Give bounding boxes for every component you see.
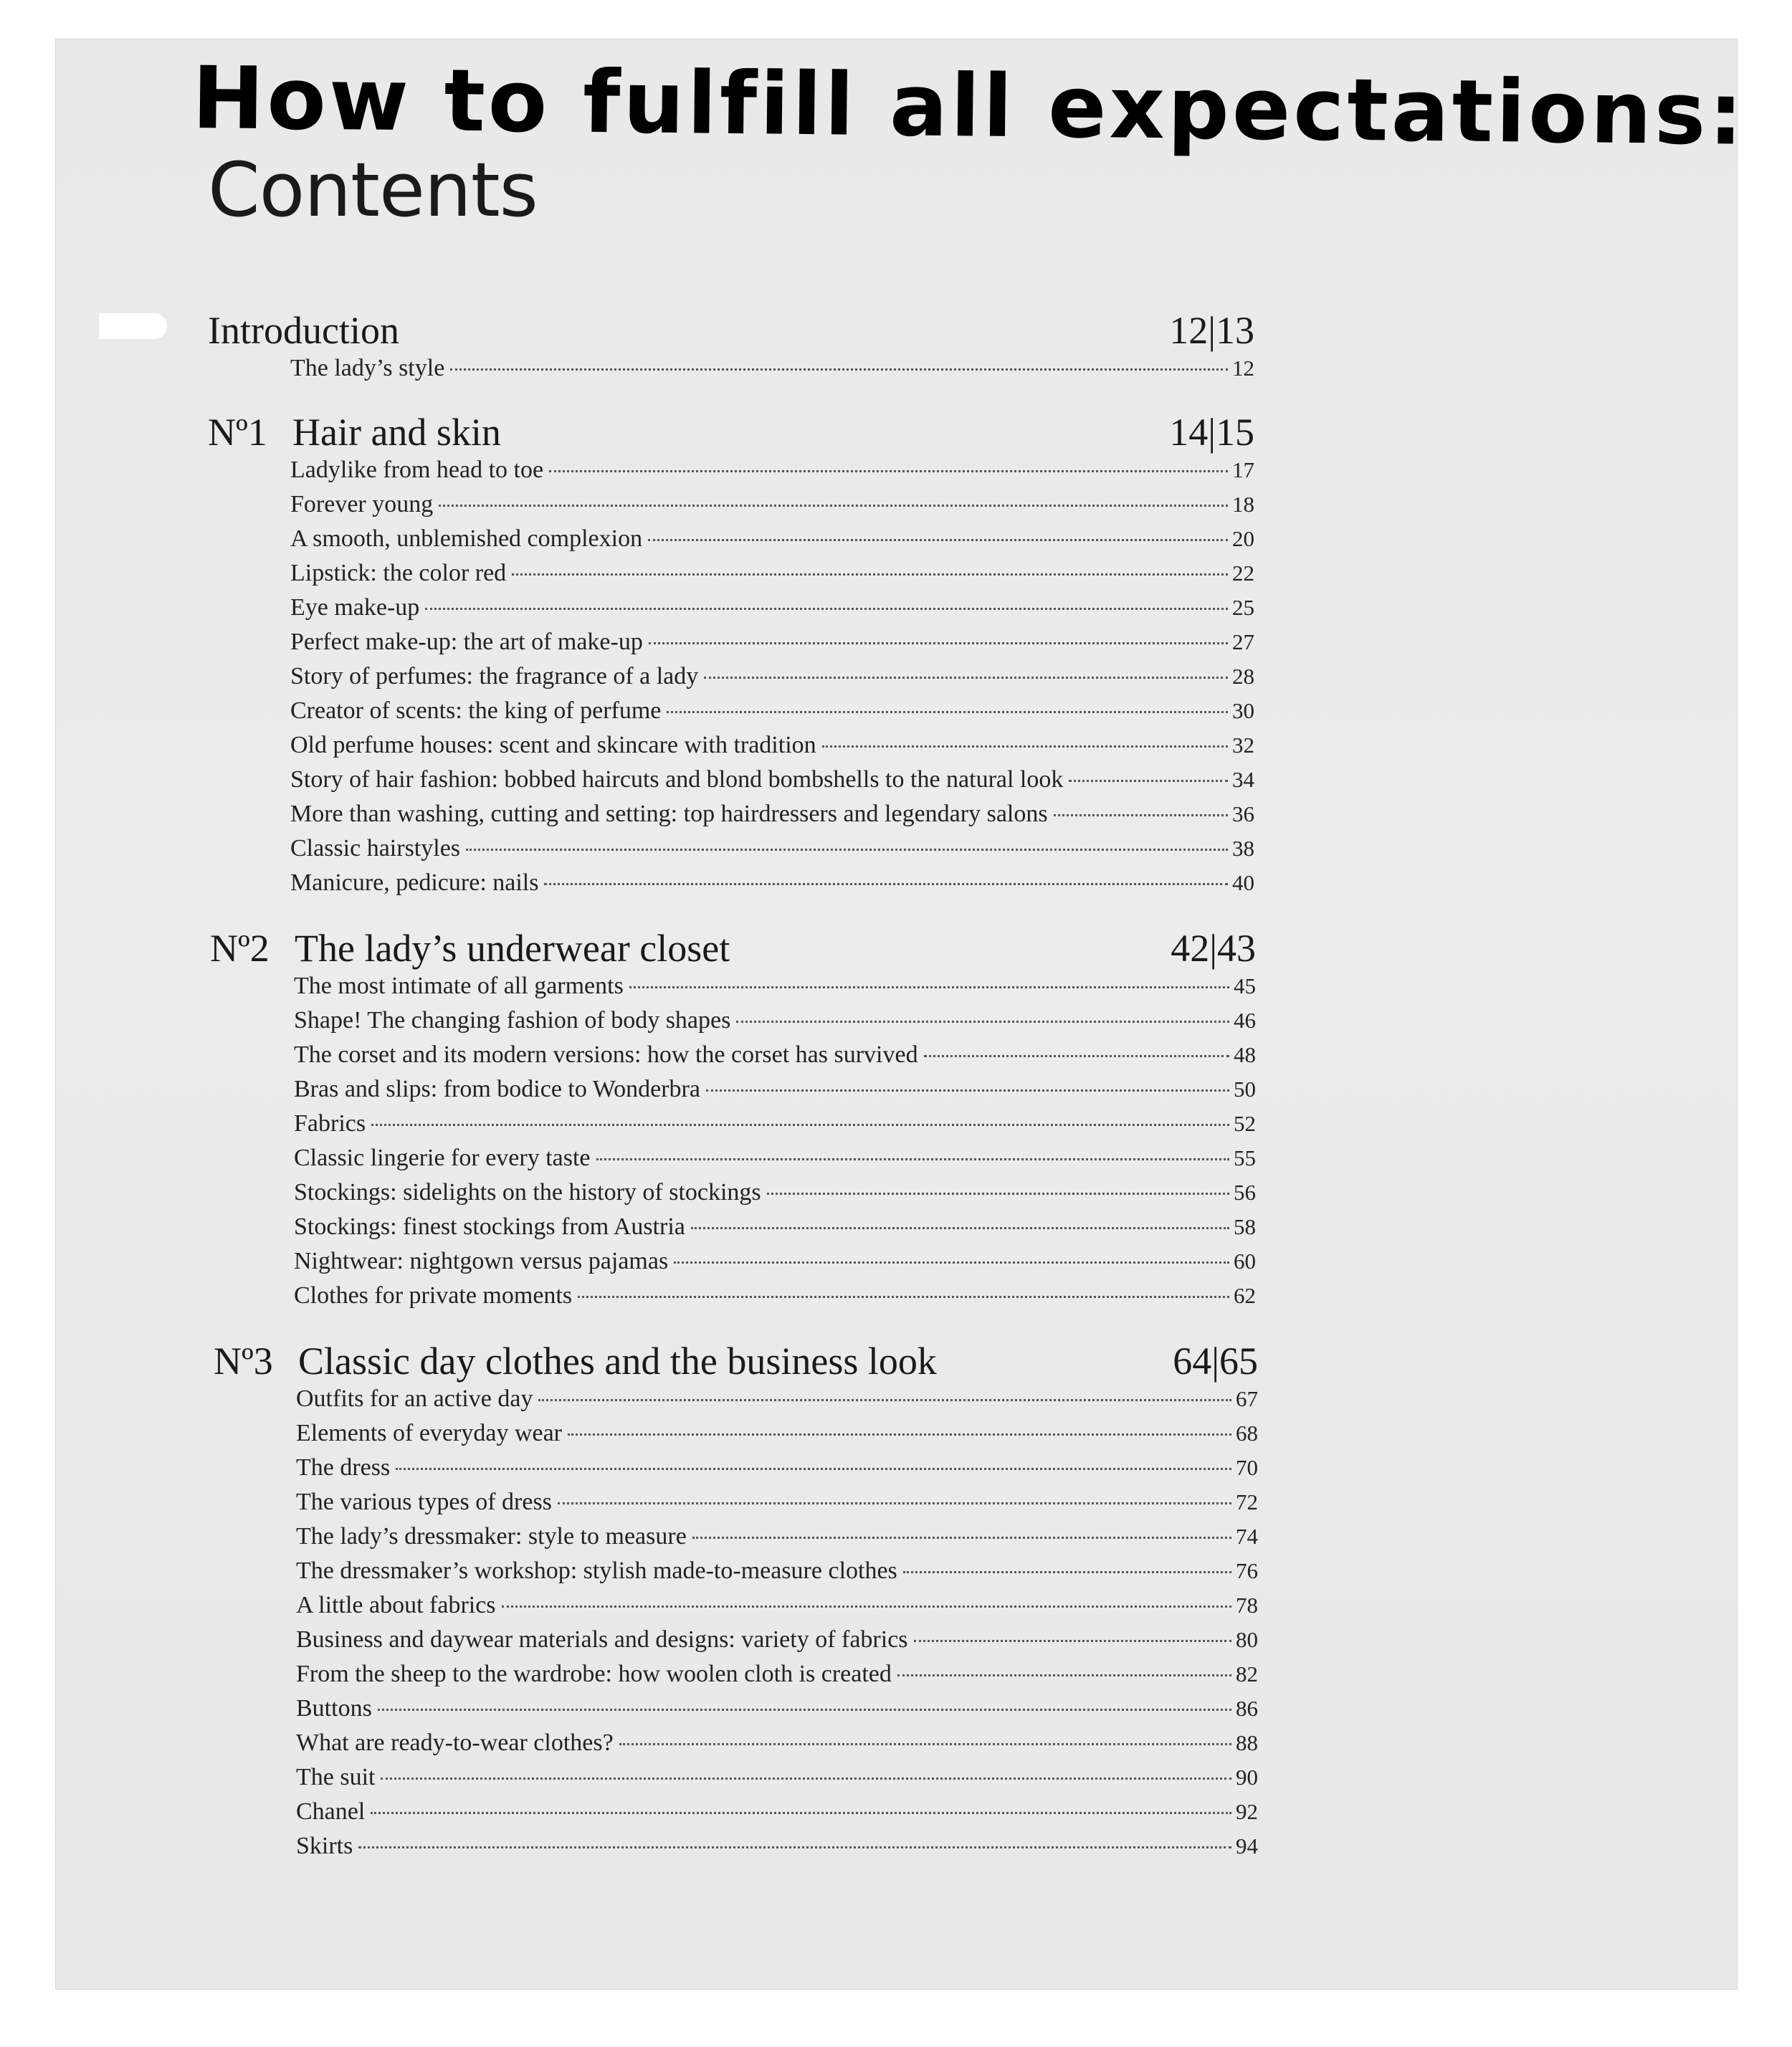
- dot-leader: [538, 1399, 1231, 1401]
- toc-entry: [296, 1729, 1258, 1762]
- entry-page-number: 90: [1236, 1765, 1258, 1790]
- dot-leader: [736, 1021, 1229, 1023]
- entry-label: Buttons: [296, 1695, 372, 1722]
- dot-leader: [396, 1468, 1231, 1470]
- dot-leader: [649, 642, 1228, 644]
- entry-page-number: 86: [1236, 1696, 1258, 1721]
- entry-label: Nightwear: nightgown versus pajamas: [294, 1248, 669, 1274]
- toc-entry: [290, 869, 1254, 902]
- dot-leader: [767, 1193, 1229, 1195]
- toc-entry: [296, 1557, 1258, 1590]
- entry-page-number: 60: [1234, 1249, 1256, 1274]
- entry-label: Old perfume houses: scent and skincare with tradition: [290, 732, 816, 758]
- toc-entry: [294, 1007, 1256, 1040]
- dot-leader: [358, 1846, 1231, 1848]
- entry-page-number: 38: [1232, 836, 1254, 861]
- entry-page-number: 27: [1232, 629, 1254, 654]
- entry-page-number: 17: [1232, 457, 1254, 482]
- entry-label: Stockings: sidelights on the history of stockings: [294, 1179, 761, 1206]
- toc-entry: [294, 1282, 1256, 1315]
- dot-leader: [692, 1537, 1231, 1539]
- entry-page-number: 67: [1236, 1386, 1258, 1411]
- entry-page-number: 40: [1232, 870, 1254, 895]
- section-title: Classic day clothes and the business look: [298, 1340, 937, 1383]
- toc-entry: [296, 1764, 1258, 1797]
- dot-leader: [596, 1158, 1229, 1160]
- entry-page-number: 56: [1234, 1180, 1256, 1205]
- toc-entry: [290, 732, 1254, 765]
- section-number: Nº1: [208, 411, 267, 454]
- entry-label: Story of hair fashion: bobbed haircuts and blond bombshells to the natural look: [290, 766, 1064, 793]
- dot-leader: [674, 1261, 1229, 1264]
- entry-page-number: 70: [1236, 1455, 1258, 1480]
- dot-leader: [544, 883, 1228, 885]
- entry-page-number: 50: [1234, 1077, 1256, 1102]
- toc-entry: [296, 1454, 1258, 1487]
- toc-entry: [290, 457, 1254, 490]
- dot-leader: [578, 1296, 1229, 1298]
- toc-entry: [290, 560, 1254, 593]
- toc-entry: [296, 1626, 1258, 1659]
- dot-leader: [371, 1124, 1229, 1126]
- entry-page-number: 52: [1234, 1111, 1256, 1136]
- section-title: Hair and skin: [292, 411, 501, 454]
- toc-entry: [294, 1179, 1256, 1212]
- entry-label: The suit: [296, 1764, 376, 1790]
- entry-page-number: 18: [1232, 492, 1254, 517]
- entry-label: Ladylike from head to toe: [290, 457, 544, 483]
- entry-label: Elements of everyday wear: [296, 1420, 562, 1446]
- entry-label: Eye make-up: [290, 594, 420, 621]
- toc-entry: [290, 594, 1254, 627]
- entry-page-number: 28: [1232, 664, 1254, 689]
- toc-entry: [290, 801, 1254, 834]
- toc-entry: [294, 1110, 1256, 1143]
- entry-page-number: 48: [1234, 1042, 1256, 1067]
- entry-label: Manicure, pedicure: nails: [290, 869, 539, 896]
- entry-page-number: 20: [1232, 526, 1254, 551]
- entry-label: Bras and slips: from bodice to Wonderbra: [294, 1076, 700, 1102]
- toc-entry: [296, 1420, 1258, 1453]
- dot-leader: [648, 539, 1228, 541]
- toc-entry: [294, 1076, 1256, 1109]
- entry-label: Business and daywear materials and designs: variety of fabrics: [296, 1626, 908, 1653]
- dot-leader: [450, 368, 1228, 371]
- dot-leader: [629, 986, 1229, 988]
- entry-page-number: 32: [1232, 733, 1254, 758]
- section-title: The lady’s underwear closet: [295, 927, 730, 970]
- entry-label: Clothes for private moments: [294, 1282, 573, 1309]
- entry-label: From the sheep to the wardrobe: how woolen cloth is created: [296, 1661, 892, 1687]
- entry-page-number: 22: [1232, 560, 1254, 586]
- dot-leader: [466, 849, 1228, 851]
- dot-leader: [425, 608, 1228, 610]
- entry-page-number: 94: [1236, 1833, 1258, 1858]
- entry-page-number: 58: [1234, 1214, 1256, 1239]
- toc-entry: [290, 629, 1254, 662]
- entry-label: Perfect make-up: the art of make-up: [290, 629, 643, 655]
- entry-label: What are ready-to-wear clothes?: [296, 1729, 614, 1756]
- dot-leader: [549, 470, 1228, 472]
- entry-page-number: 78: [1236, 1593, 1258, 1618]
- toc-entry: [296, 1798, 1258, 1831]
- dot-leader: [378, 1709, 1231, 1711]
- toc-entry: [296, 1695, 1258, 1728]
- handwritten-heading: How to fulfill all expectations:: [191, 49, 1747, 165]
- dot-leader: [1069, 780, 1228, 782]
- entry-label: More than washing, cutting and setting: top hairdressers and legendary salons: [290, 801, 1048, 827]
- entry-page-number: 76: [1236, 1558, 1258, 1583]
- entry-label: Fabrics: [294, 1110, 366, 1137]
- entry-label: Shape! The changing fashion of body shapes: [294, 1007, 731, 1034]
- section-pages: 14|15: [1169, 411, 1254, 454]
- section2-heading: [210, 926, 1256, 976]
- entry-page-number: 68: [1236, 1421, 1258, 1446]
- entry-label: A smooth, unblemished complexion: [290, 525, 643, 552]
- entry-label: Lipstick: the color red: [290, 560, 507, 586]
- toc-entry: [290, 491, 1254, 524]
- introduction-heading: [208, 308, 1254, 358]
- dot-leader: [897, 1674, 1231, 1676]
- toc-entry: [290, 697, 1254, 730]
- dot-leader: [903, 1571, 1231, 1573]
- dot-leader: [439, 505, 1228, 507]
- dot-leader: [512, 573, 1228, 576]
- section-pages: 12|13: [1169, 309, 1254, 352]
- section-number: Nº2: [210, 927, 270, 970]
- entry-label: A little about fabrics: [296, 1592, 496, 1618]
- toc-entry: [290, 835, 1254, 868]
- entry-label: Classic hairstyles: [290, 835, 461, 862]
- toc-entry: [290, 355, 1254, 388]
- entry-label: Story of perfumes: the fragrance of a lady: [290, 663, 699, 690]
- entry-label: The most intimate of all garments: [294, 973, 624, 999]
- section-pages: 42|43: [1171, 927, 1256, 970]
- contents-title: Contents: [208, 146, 538, 234]
- entry-label: Forever young: [290, 491, 434, 517]
- dot-leader: [822, 745, 1228, 748]
- dot-leader: [381, 1778, 1231, 1780]
- dot-leader: [914, 1640, 1231, 1642]
- toc-entry: [290, 525, 1254, 558]
- dot-leader: [1054, 814, 1228, 816]
- entry-label: The lady’s dressmaker: style to measure: [296, 1523, 687, 1550]
- dot-leader: [924, 1055, 1229, 1057]
- dot-leader: [558, 1502, 1231, 1504]
- entry-page-number: 92: [1236, 1799, 1258, 1824]
- toc-entry: [296, 1489, 1258, 1522]
- dot-leader: [667, 711, 1228, 713]
- section3-heading: [214, 1339, 1258, 1389]
- entry-page-number: 62: [1234, 1283, 1256, 1308]
- toc-entry: [296, 1592, 1258, 1625]
- entry-label: The corset and its modern versions: how the corset has survived: [294, 1041, 918, 1068]
- entry-page-number: 30: [1232, 698, 1254, 723]
- toc-entry: [290, 766, 1254, 799]
- dot-leader: [502, 1605, 1231, 1608]
- toc-entry: [294, 1041, 1256, 1074]
- entry-page-number: 34: [1232, 767, 1254, 792]
- entry-label: The dressmaker’s workshop: stylish made-to-measure clothes: [296, 1557, 897, 1584]
- dot-leader: [704, 677, 1228, 679]
- entry-label: Stockings: finest stockings from Austria: [294, 1213, 685, 1240]
- toc-entry: [290, 663, 1254, 696]
- entry-label: Skirts: [296, 1833, 353, 1859]
- entry-label: Creator of scents: the king of perfume: [290, 697, 662, 724]
- torn-edge-notch: [99, 313, 167, 339]
- entry-page-number: 25: [1232, 595, 1254, 620]
- dot-leader: [706, 1089, 1229, 1092]
- dot-leader: [568, 1433, 1231, 1436]
- toc-entry: [296, 1661, 1258, 1694]
- entry-page-number: 82: [1236, 1661, 1258, 1686]
- entry-label: Classic lingerie for every taste: [294, 1145, 591, 1171]
- entry-label: The various types of dress: [296, 1489, 552, 1515]
- entry-page-number: 46: [1234, 1008, 1256, 1033]
- section1-heading: [208, 410, 1254, 460]
- entry-label: The dress: [296, 1454, 391, 1481]
- entry-page-number: 36: [1232, 801, 1254, 826]
- toc-entry: [296, 1833, 1258, 1866]
- entry-page-number: 12: [1232, 356, 1254, 381]
- dot-leader: [619, 1743, 1231, 1745]
- entry-label: Outfits for an active day: [296, 1385, 533, 1412]
- dot-leader: [691, 1227, 1229, 1229]
- entry-page-number: 45: [1234, 973, 1256, 998]
- toc-entry: [294, 1145, 1256, 1178]
- entry-page-number: 88: [1236, 1730, 1258, 1755]
- section-pages: 64|65: [1173, 1340, 1258, 1383]
- entry-label: Chanel: [296, 1798, 366, 1825]
- entry-page-number: 55: [1234, 1145, 1256, 1170]
- toc-entry: [296, 1523, 1258, 1556]
- entry-label: The lady’s style: [290, 355, 445, 381]
- section-title: Introduction: [208, 309, 399, 352]
- entry-page-number: 74: [1236, 1524, 1258, 1549]
- dot-leader: [371, 1812, 1231, 1814]
- toc-entry: [296, 1385, 1258, 1418]
- entry-page-number: 80: [1236, 1627, 1258, 1652]
- toc-entry: [294, 973, 1256, 1006]
- toc-entry: [294, 1248, 1256, 1281]
- entry-page-number: 72: [1236, 1489, 1258, 1514]
- section-number: Nº3: [214, 1340, 273, 1383]
- toc-entry: [294, 1213, 1256, 1246]
